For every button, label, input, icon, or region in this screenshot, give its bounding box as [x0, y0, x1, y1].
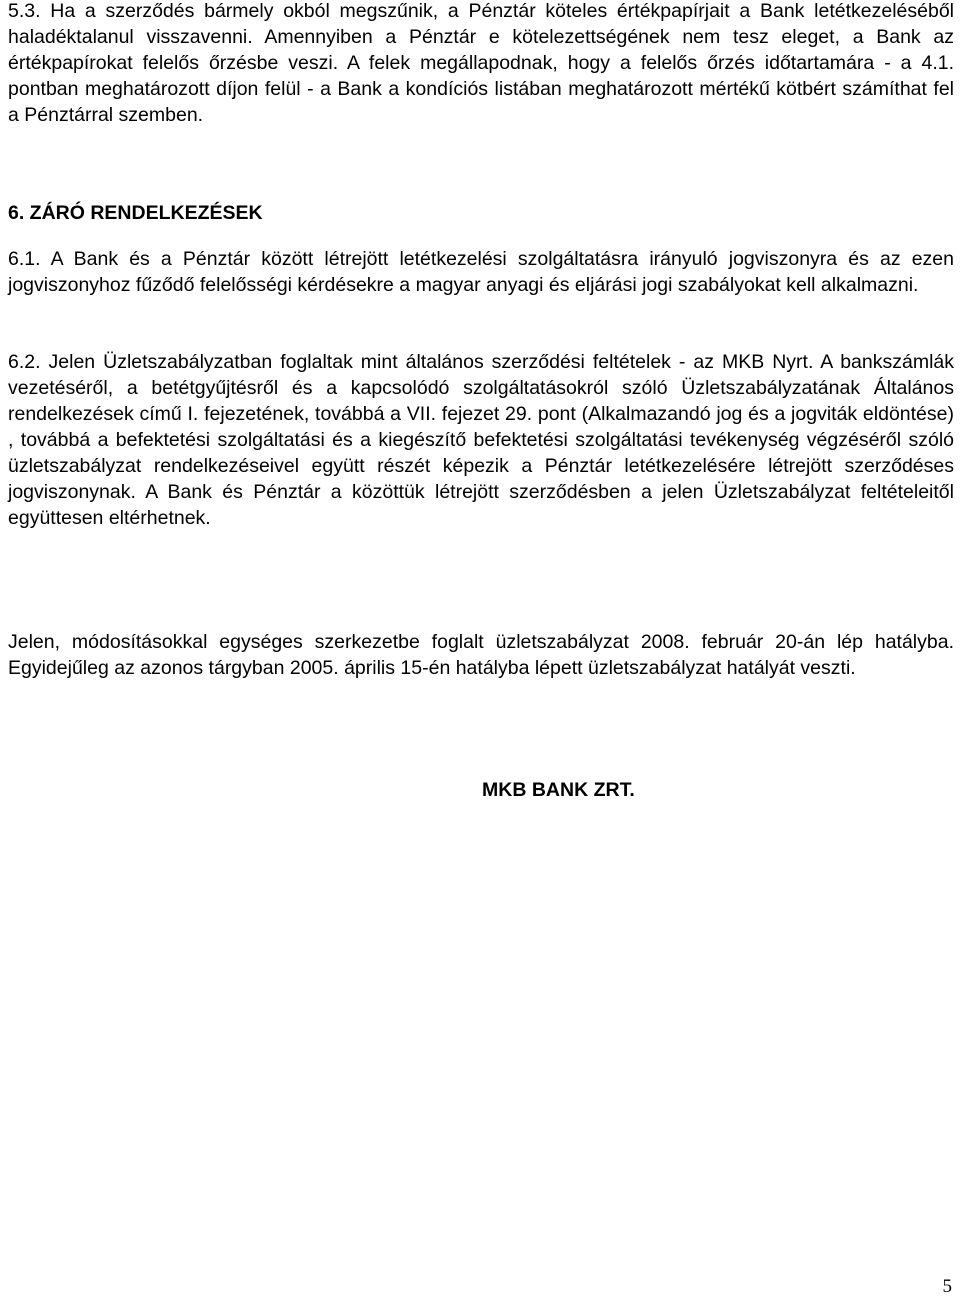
section-6-heading: 6. ZÁRÓ RENDELKEZÉSEK: [8, 202, 263, 224]
page-number: 5: [942, 1276, 952, 1297]
signature-company-name: MKB BANK ZRT.: [482, 779, 635, 801]
closing-paragraph: Jelen, módosításokkal egységes szerkezetbe foglalt üzletszabályzat 2008. február 20-án lép hatályba. Egyidejűleg az azonos tárgyban 2005. április 15-én hatályba lépett üzletszabályzat hatályát veszti.: [8, 631, 954, 679]
section-6-1-paragraph: 6.1. A Bank és a Pénztár között létrejött letétkezelési szolgáltatásra irányuló jogviszonyra és az ezen jogviszonyhoz fűződő felelősségi kérdésekre a magyar anyagi és eljárási jogi szabályokat kell alkalmazni.: [8, 248, 954, 296]
section-5-3-paragraph: 5.3. Ha a szerződés bármely okból megszűnik, a Pénztár köteles értékpapírjait a Bank letétkezeléséből haladéktalanul visszavenni. Amennyiben a Pénztár e kötelezettségének nem tesz eleget, a Bank az értékpapírokat felelős őrzésbe veszi. A felek megállapodnak, hogy a felelős őrzés időtartamára - a 4.1. pontban meghatározott díjon felül - a Bank a kondíciós listában meghatározott mértékű kötbért számíthat fel a Pénztárral szemben.: [8, 0, 954, 126]
section-6-2-paragraph: 6.2. Jelen Üzletszabályzatban foglaltak mint általános szerződési feltételek - az MKB Nyrt. A bankszámlák vezetéséről, a betétgyűjtésről és a kapcsolódó szolgáltatásokról szóló Üzletszabályzatának Általános rendelkezések című I. fejezetének, továbbá a VII. fejezet 29. pont (Alkalmazandó jog és a jogviták eldöntése) , továbbá a befektetési szolgáltatási és a kiegészítő befektetési szolgáltatási tevékenység végzéséről szóló üzletszabályzat rendelkezéseivel együtt részét képezik a Pénztár letétkezelésére létrejött szerződéses jogviszonynak. A Bank és Pénztár a közöttük létrejött szerződésben a jelen Üzletszabályzat feltételeitől együttesen eltérhetnek.: [8, 351, 954, 529]
